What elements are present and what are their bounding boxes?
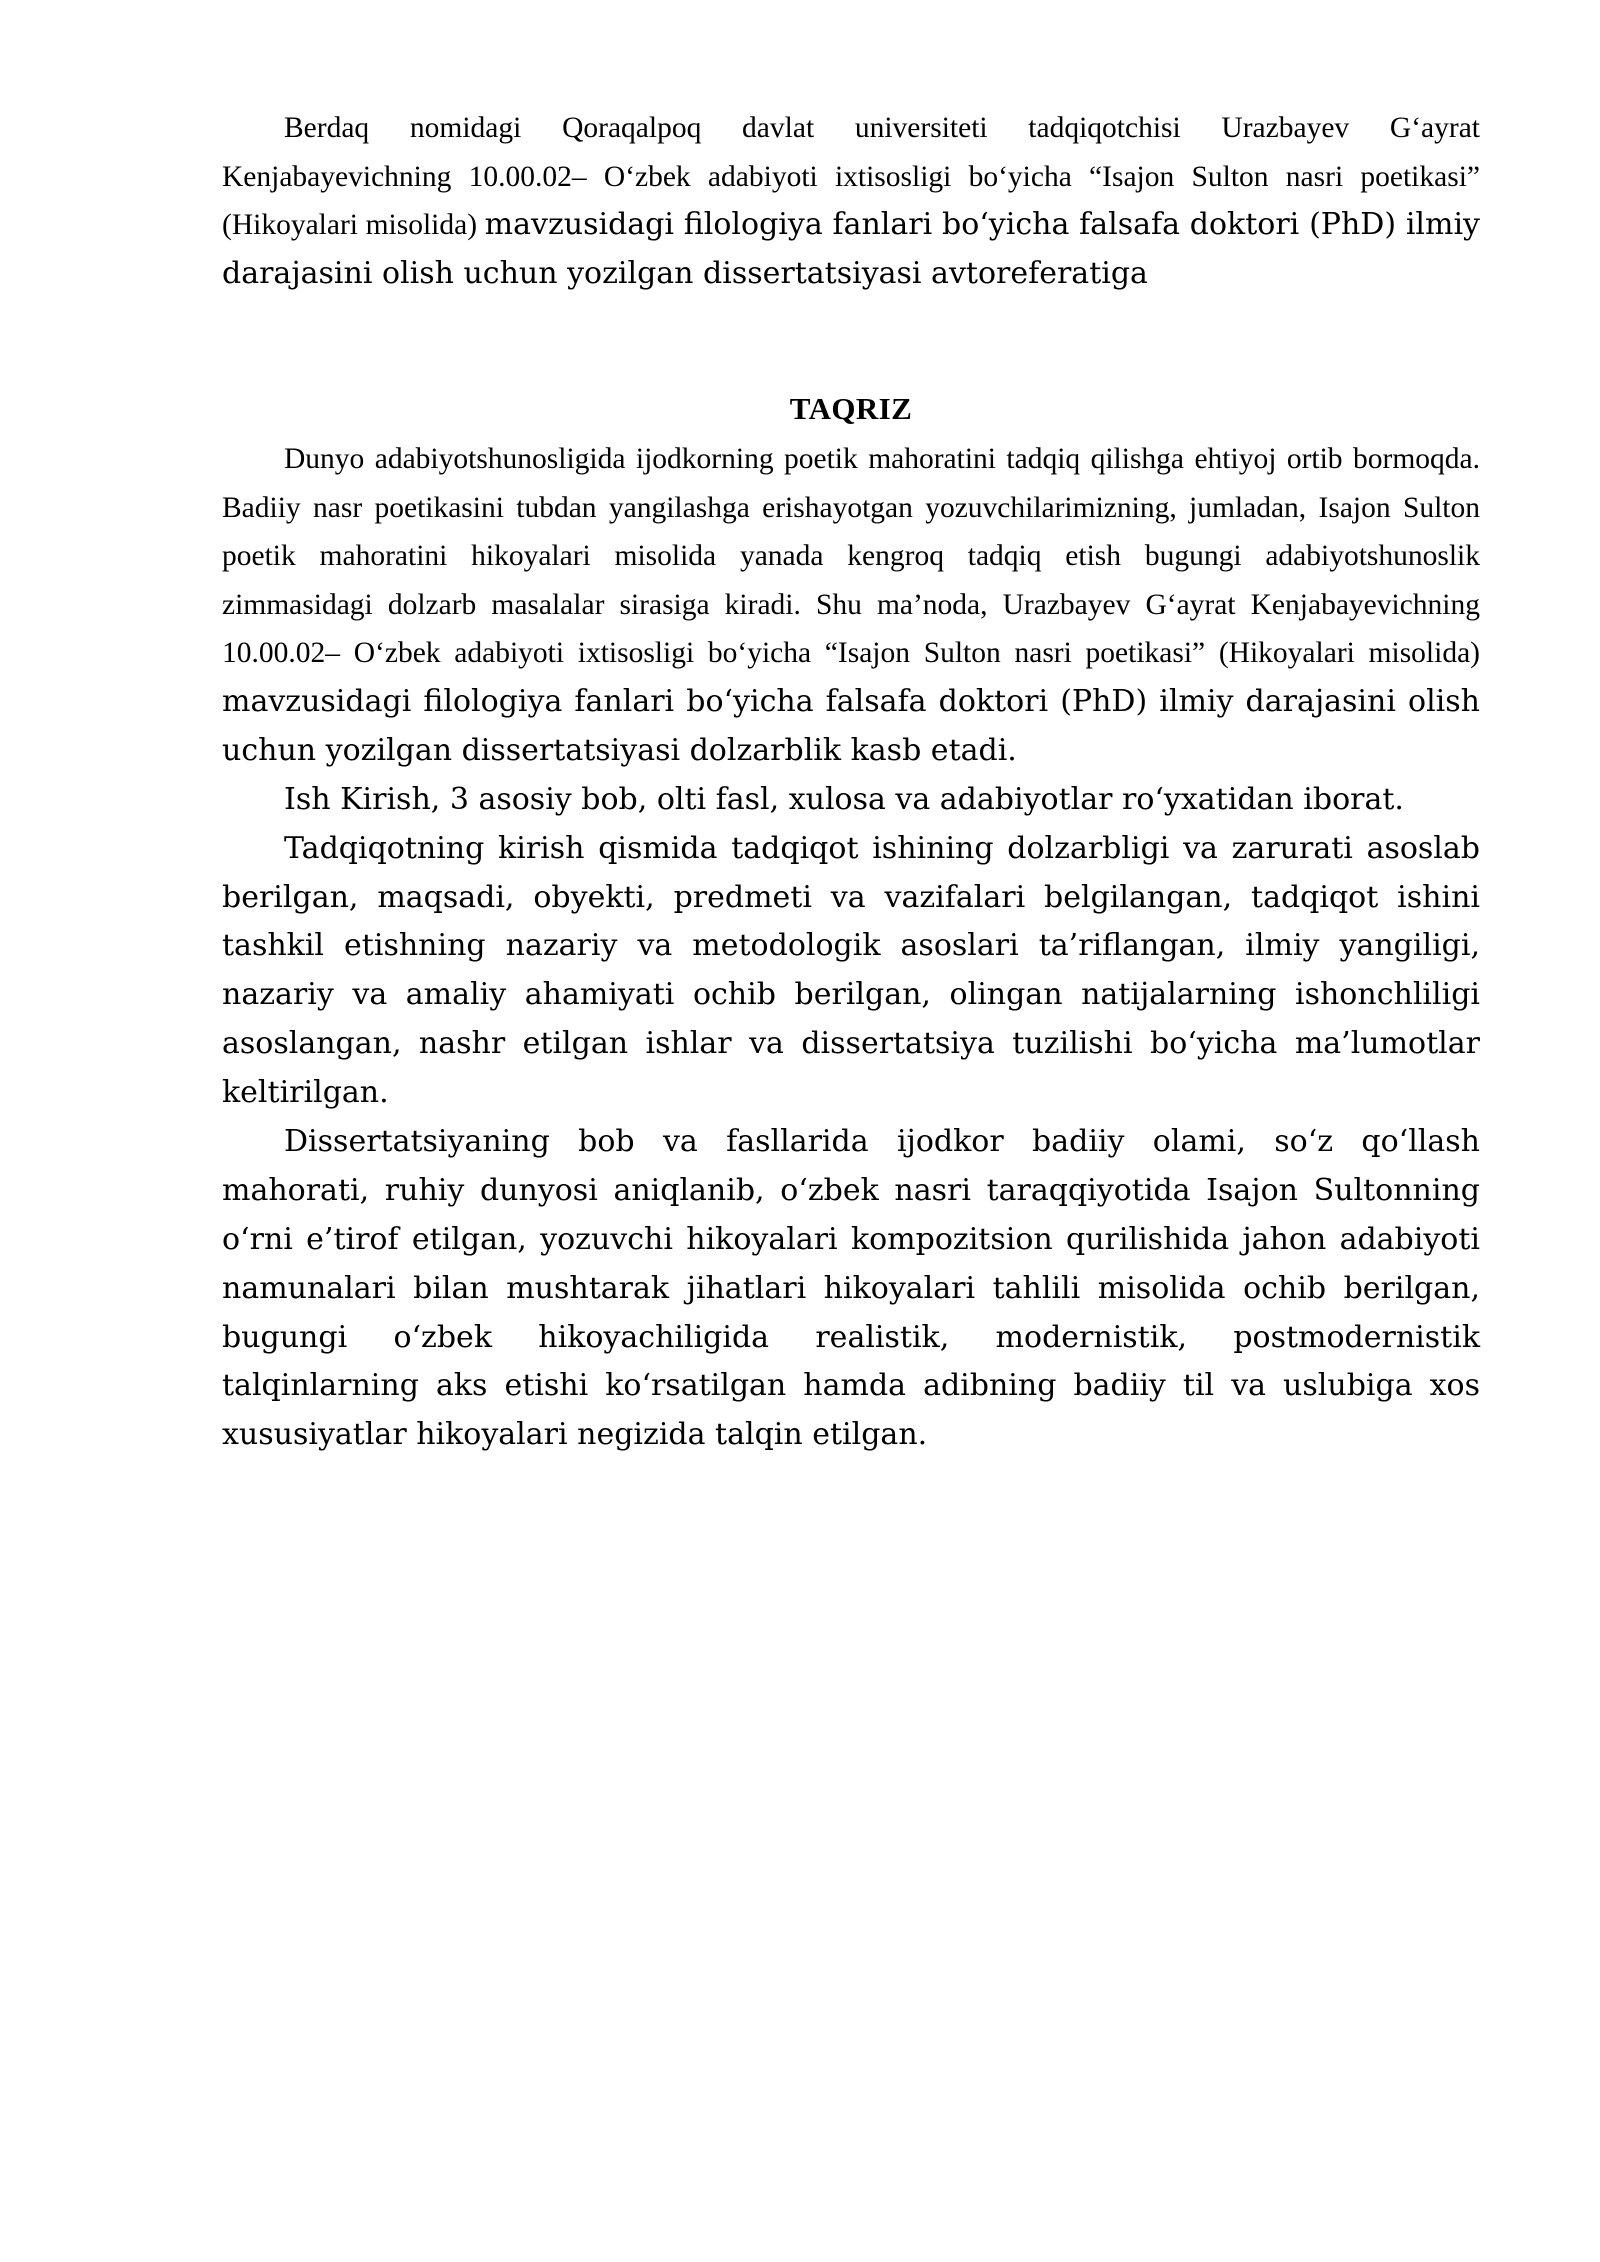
- header-paragraph-wide-run: mavzusidagi filologiya fanlari bo‘yicha falsafa doktori (PhD) ilmiy darajasini olish uchun yozilgan dissertatsiyasi avtoreferatiga: [222, 207, 1480, 292]
- taqriz-heading: TAQRIZ: [789, 390, 913, 426]
- body-paragraph-dunyo-wide-run: mavzusidagi filologiya fanlari bo‘yicha falsafa doktori (PhD) ilmiy darajasini olish uchun yozilgan dissertatsiyasi dolzarblik kasb etadi.: [222, 683, 1480, 768]
- header-paragraph: [222, 104, 1480, 299]
- header-paragraph-narrow-run: Berdaq nomidagi Qoraqalpoq davlat universiteti tadqiqotchisi Urazbayev G‘ayrat Kenjabayevichning 10.00.02– O‘zbek adabiyoti ixtisosligi bo‘yicha “Isajon Sulton nasri poetikasi” (Hikoyalari misolida): [222, 112, 1480, 242]
- body-paragraph-ish-kirish-text: Ish Kirish, 3 asosiy bob, olti fasl, xulosa va adabiyotlar ro‘yxatidan iborat.: [284, 781, 1404, 817]
- body-paragraph-tadqiqotning-text: Tadqiqotning kirish qismida tadqiqot ishining dolzarbligi va zarurati asoslab berilgan, maqsadi, obyekti, predmeti va vazifalari belgilangan, tadqiqot ishini tashkil etishning nazariy va metodologik asoslari ta’riflangan, ilmiy yangiligi, nazariy va amaliy ahamiyati ochib berilgan, olingan natijalarning ishonchliligi asoslangan, nashr etilgan ishlar va dissertatsiya tuzilishi bo‘yicha ma’lumotlar keltirilgan.: [222, 830, 1480, 1111]
- heading-spacer: [222, 427, 1480, 435]
- body-paragraph-ish-kirish: [222, 776, 1480, 825]
- body-paragraph-dunyo-narrow-run: Dunyo adabiyotshunosligida ijodkorning poetik mahoratini tadqiq qilishga ehtiyoj ortib bormoqda. Badiiy nasr poetikasini tubdan yangilashga erishayotgan yozuvchilarimizning, jumladan, Isajon Sulton poetik mahoratini hikoyalari misolida yanada kengroq tadqiq etish bugungi adabiyotshunoslik zimmasidagi dolzarb masalalar sirasiga kiradi. Shu ma’noda, Urazbayev G‘ayrat Kenjabayevichning 10.00.02– O‘zbek adabiyoti ixtisosligi bo‘yicha “Isajon Sulton nasri poetikasi” (Hikoyalari misolida): [222, 442, 1480, 670]
- document-text-column: [222, 104, 1480, 1460]
- body-paragraph-dissertatsiyaning-text: Dissertatsiyaning bob va fasllarida ijodkor badiiy olami, so‘z qo‘llash mahorati, ruhiy dunyosi aniqlanib, o‘zbek nasri taraqqiyotida Isajon Sultonning o‘rni e’tirof etilgan, yozuvchi hikoyalari kompozitsion qurilishida jahon adabiyoti namunalari bilan mushtarak jihatlari hikoyalari tahlili misolida ochib berilgan, bugungi o‘zbek hikoyachiligida realistik, modernistik, postmodernistik talqinlarning aks etishi ko‘rsatilgan hamda adibning badiiy til va uslubiga xos xususiyatlar hikoyalari negizida talqin etilgan.: [222, 1123, 1480, 1453]
- body-paragraph-tadqiqotning: [222, 825, 1480, 1118]
- body-paragraph-dissertatsiyaning: [222, 1118, 1480, 1460]
- header-spacer: [222, 299, 1480, 391]
- body-paragraph-dunyo: [222, 435, 1480, 776]
